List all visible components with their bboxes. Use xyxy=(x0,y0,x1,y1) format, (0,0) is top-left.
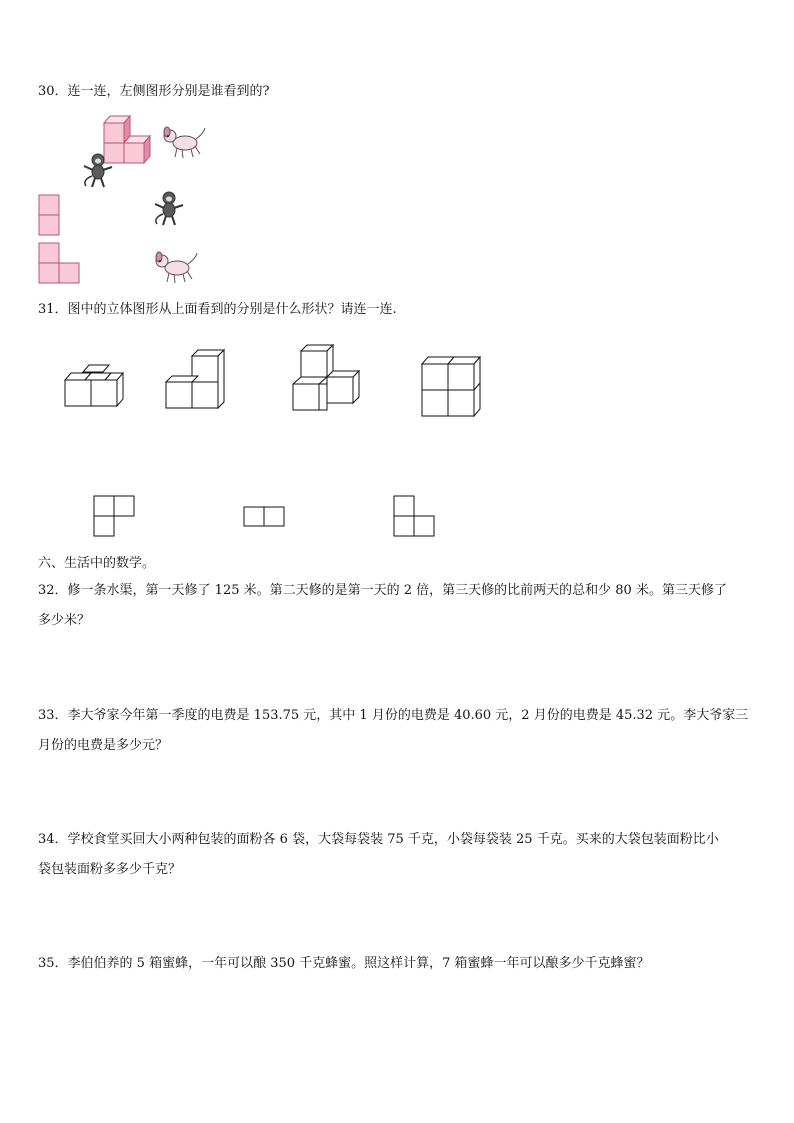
view-shape-l xyxy=(38,242,84,288)
view-shape-vertical xyxy=(38,194,62,238)
q30-text: 30．连一连，左侧图形分别是谁看到的? xyxy=(38,84,270,99)
q33-line2: 月份的电费是多少元？ xyxy=(38,738,169,753)
dog-icon[interactable] xyxy=(160,125,208,161)
q33-line1: 33．李大爷家今年第一季度的电费是 153.75 元，其中 1 月份的电费是 40.60 元，2 月份的电费是 45.32 元。李大爷家三 xyxy=(38,708,749,723)
q32-line2: 多少米？ xyxy=(38,613,91,628)
q35-text: 35．李伯伯养的 5 箱蜜蜂，一年可以酿 350 千克蜂蜜。照这样计算，7 箱蜜蜂一年可以酿多少千克蜂蜜？ xyxy=(38,956,650,971)
solid-figure-4 xyxy=(420,354,484,420)
q31-text: 31．图中的立体图形从上面看到的分别是什么形状？请连一连. xyxy=(38,302,397,317)
q32-line1: 32．修一条水渠，第一天修了 125 米。第二天修的是第一天的 2 倍，第三天修的比前两天的总和少 80 米。第三天修了 xyxy=(38,583,727,598)
q34-line2: 袋包装面粉多多少千克？ xyxy=(38,862,182,877)
monkey-icon[interactable] xyxy=(80,152,116,190)
monkey-icon[interactable] xyxy=(151,190,187,228)
section-title: 六、生活中的数学。 xyxy=(38,556,156,571)
solid-figure-2 xyxy=(164,348,228,412)
solid-figure-1 xyxy=(63,362,127,410)
top-view-shape-b xyxy=(243,506,287,528)
dog-icon[interactable] xyxy=(152,250,200,286)
top-view-shape-a xyxy=(93,495,137,539)
top-view-shape-c xyxy=(393,495,437,539)
q34-line1: 34．学校食堂买回大小两种包装的面粉各 6 袋，大袋每袋装 75 千克，小袋每袋装 25 千克。买来的大袋包装面粉比小 xyxy=(38,832,719,847)
solid-figure-3 xyxy=(291,342,361,414)
